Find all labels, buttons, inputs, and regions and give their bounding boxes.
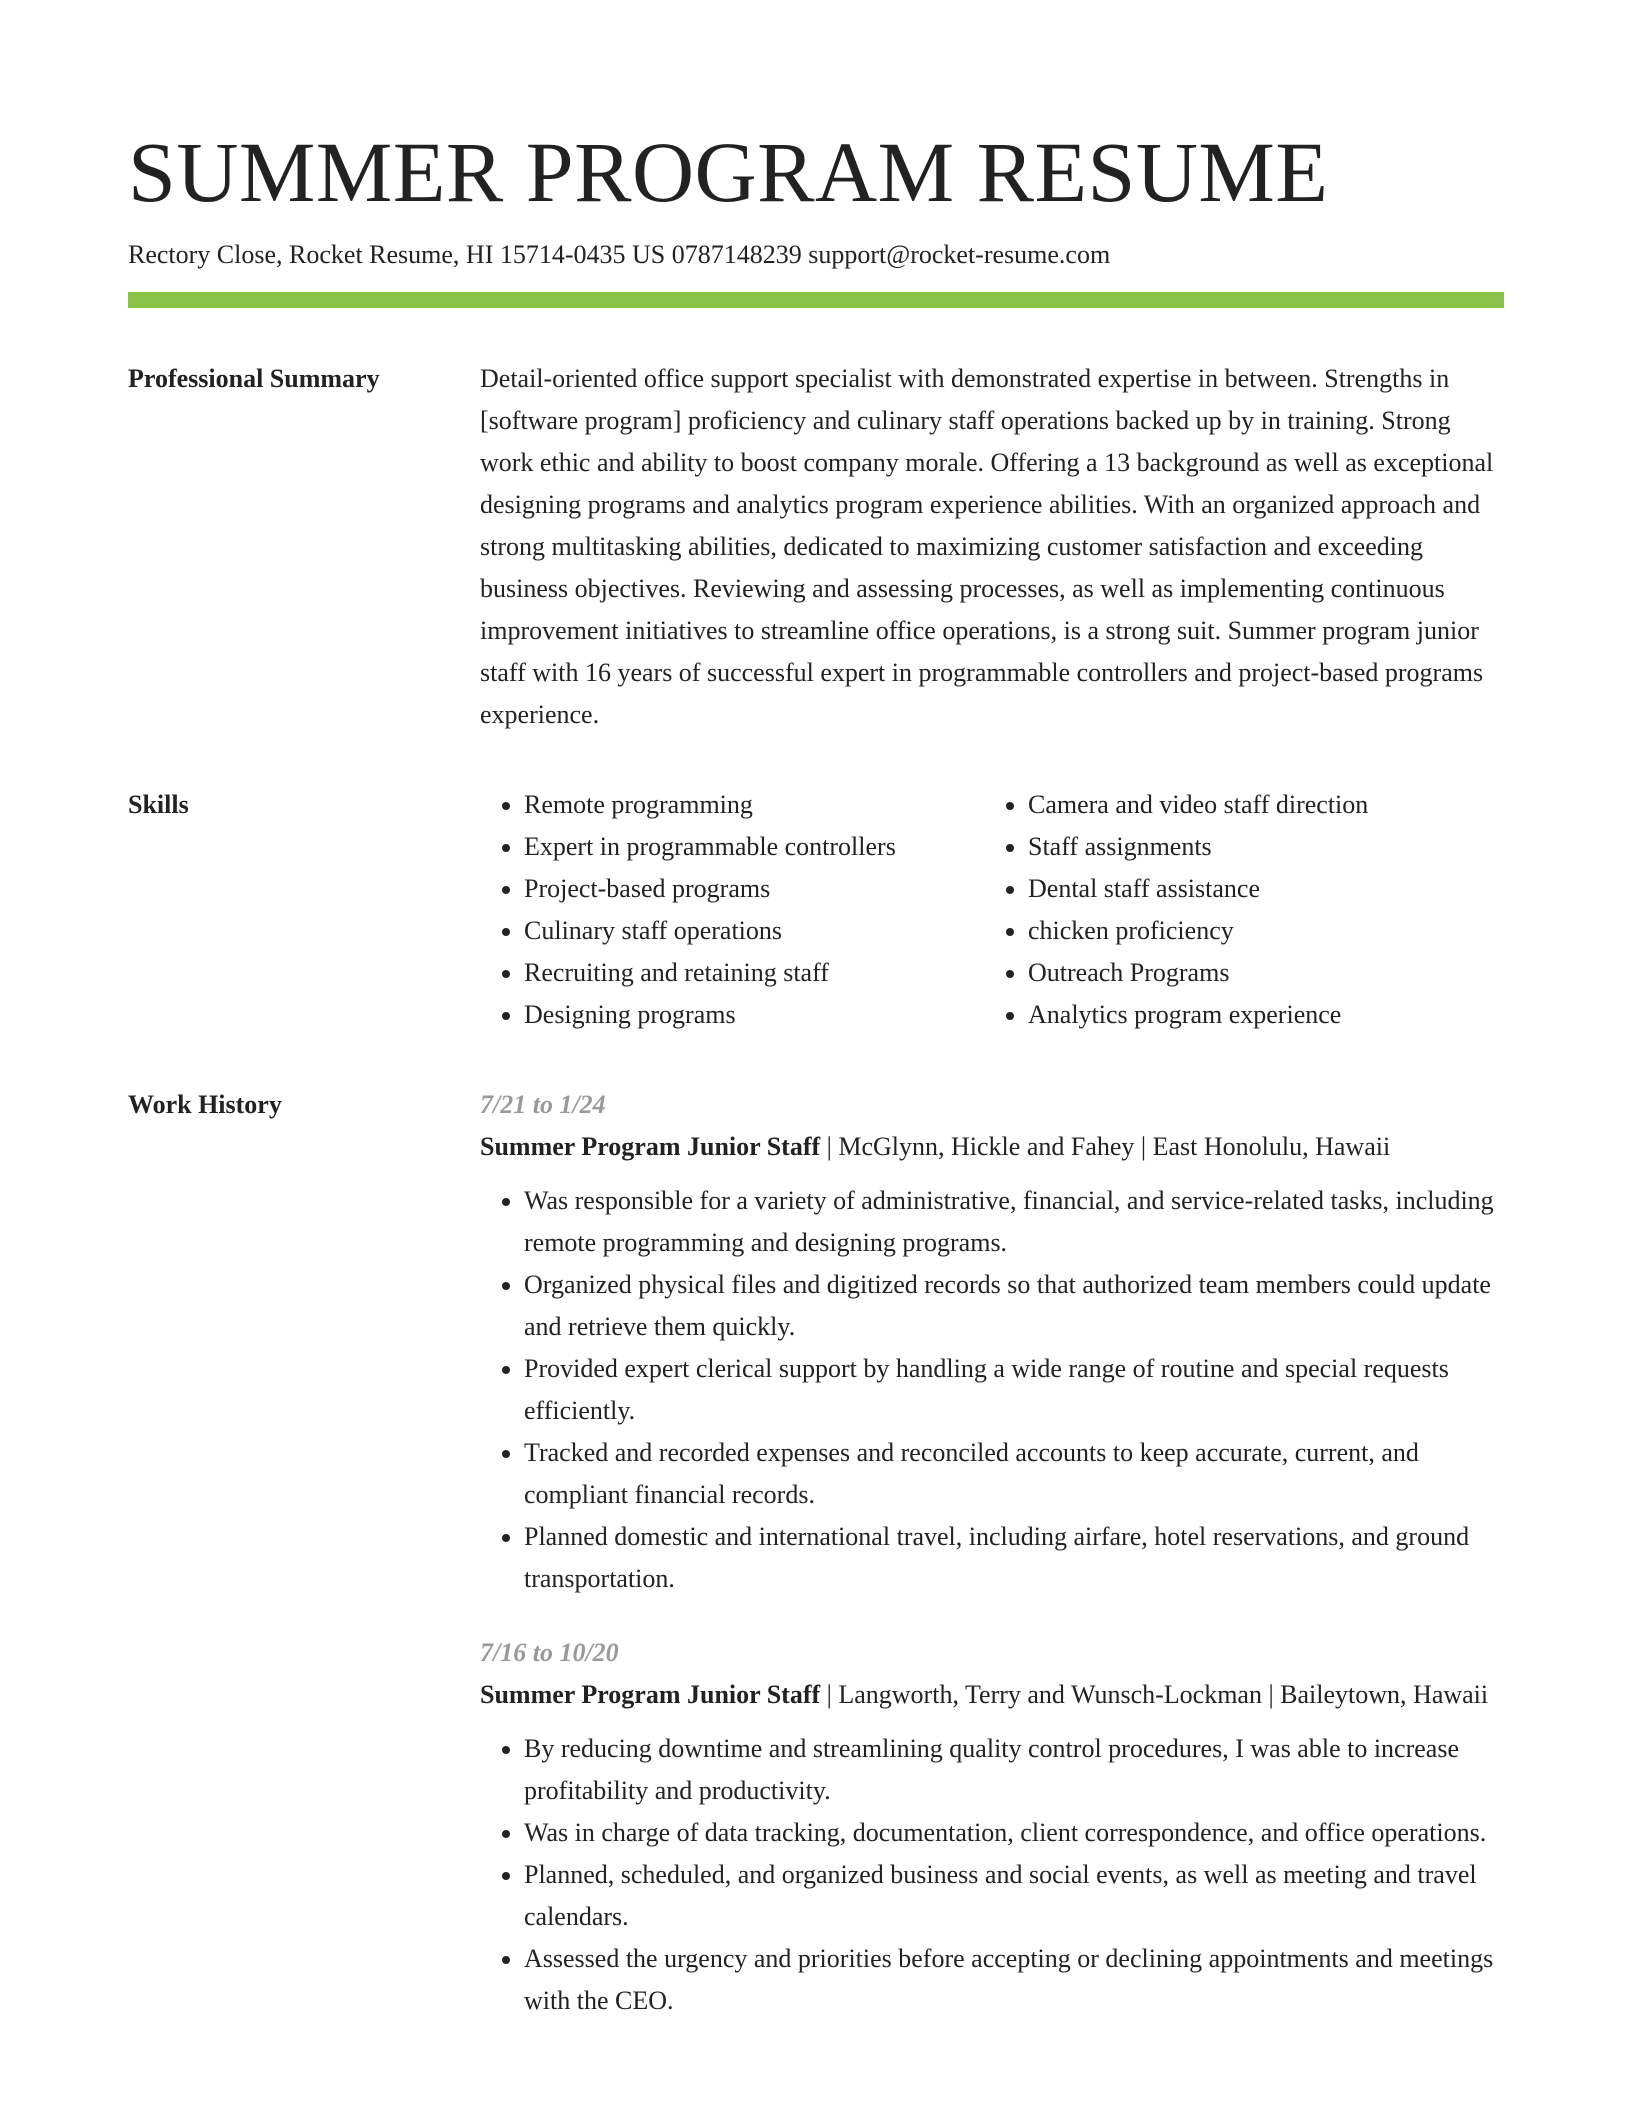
job-title: Summer Program Junior Staff: [480, 1132, 821, 1161]
work-history-body: [480, 1084, 1504, 2054]
skill-item: • Project-based programs: [524, 868, 984, 910]
skill-item: • Dental staff assistance: [1028, 868, 1488, 910]
contact-email: support@rocket-resume.com: [808, 240, 1111, 269]
job-heading: [480, 1674, 1504, 1716]
work-history-section: [128, 1084, 1504, 2054]
skills-body: [480, 784, 1504, 1036]
summary-label: Professional Summary: [128, 364, 380, 393]
job-bullets: [480, 1728, 1504, 2022]
job-bullet: • Assessed the urgency and priorities before accepting or declining appointments and meetings with the CEO.: [524, 1938, 1504, 2022]
resume-title: SUMMER PROGRAM RESUME: [128, 124, 1329, 220]
skills-list-right: [984, 784, 1488, 1036]
skill-item: • Remote programming: [524, 784, 984, 826]
job-dates: 7/16 to 10/20: [480, 1638, 619, 1667]
resume-page: [128, 0, 1504, 2054]
job-bullet: • Was in charge of data tracking, documentation, client correspondence, and office operations.: [524, 1812, 1504, 1854]
contact-phone: 0787148239: [671, 240, 802, 269]
job-bullet: • Was responsible for a variety of administrative, financial, and service-related tasks, including remote programming and designing programs.: [524, 1180, 1504, 1264]
skills-label: Skills: [128, 790, 189, 819]
contact-address: Rectory Close, Rocket Resume, HI 15714-0435 US: [128, 240, 666, 269]
job-bullet: • Planned domestic and international travel, including airfare, hotel reservations, and ground transportation.: [524, 1516, 1504, 1600]
skill-item: • Analytics program experience: [1028, 994, 1488, 1036]
skill-item: • chicken proficiency: [1028, 910, 1488, 952]
contact-line: [128, 238, 1504, 272]
skills-list-left: [480, 784, 984, 1036]
job-bullets: [480, 1180, 1504, 1600]
job-details: | McGlynn, Hickle and Fahey | East Honolulu, Hawaii: [820, 1132, 1391, 1161]
skill-item: • Camera and video staff direction: [1028, 784, 1488, 826]
summary-text: Detail-oriented office support specialist with demonstrated expertise in between. Strengths in [software program] proficiency and culinary staff operations backed up by in training. Strong work ethic and ability to boost company morale. Offering a 13 background as well as exceptional designing programs and analytics program experience abilities. With an organized approach and strong multitasking abilities, dedicated to maximizing customer satisfaction and exceeding business objectives. Reviewing and assessing processes, as well as implementing continuous improvement initiatives to streamline office operations, is a strong suit. Summer program junior staff with 16 years of successful expert in programmable controllers and project-based programs experience.: [480, 364, 1494, 729]
skills-section: [128, 784, 1504, 1036]
job-bullet: • Tracked and recorded expenses and reconciled accounts to keep accurate, current, and compliant financial records.: [524, 1432, 1504, 1516]
skill-item: • Designing programs: [524, 994, 984, 1036]
job-bullet: • By reducing downtime and streamlining quality control procedures, I was able to increase profitability and productivity.: [524, 1728, 1504, 1812]
job-dates: 7/21 to 1/24: [480, 1090, 606, 1119]
summary-section: [128, 358, 1504, 736]
accent-divider: [128, 292, 1504, 308]
skill-item: • Staff assignments: [1028, 826, 1488, 868]
summary-body: [480, 358, 1504, 736]
job-details: | Langworth, Terry and Wunsch-Lockman | Baileytown, Hawaii: [820, 1680, 1489, 1709]
skill-item: • Recruiting and retaining staff: [524, 952, 984, 994]
job-bullet: • Organized physical files and digitized records so that authorized team members could update and retrieve them quickly.: [524, 1264, 1504, 1348]
skill-item: • Expert in programmable controllers: [524, 826, 984, 868]
job-bullet: • Provided expert clerical support by handling a wide range of routine and special requests efficiently.: [524, 1348, 1504, 1432]
job-entry: [480, 1632, 1504, 2022]
skill-item: • Outreach Programs: [1028, 952, 1488, 994]
job-bullet: • Planned, scheduled, and organized business and social events, as well as meeting and travel calendars.: [524, 1854, 1504, 1938]
skill-item: • Culinary staff operations: [524, 910, 984, 952]
job-title: Summer Program Junior Staff: [480, 1680, 821, 1709]
job-entry: [480, 1084, 1504, 1600]
job-heading: [480, 1126, 1504, 1168]
work-history-label: Work History: [128, 1090, 282, 1119]
